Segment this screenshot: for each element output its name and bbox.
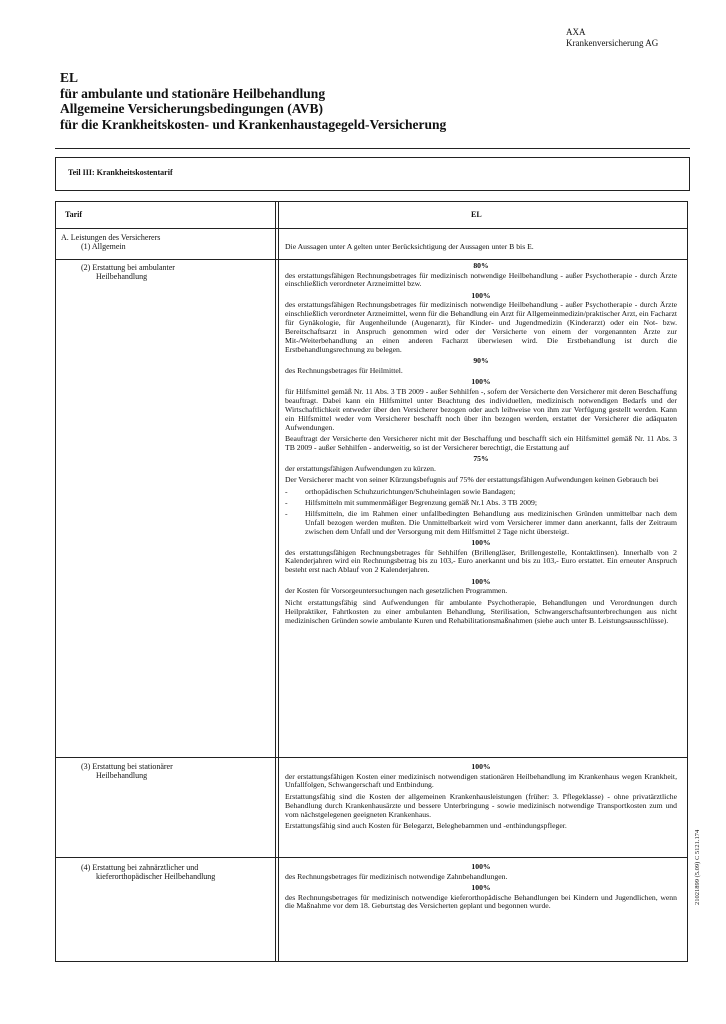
company-line-1: AXA: [566, 27, 586, 37]
section-a-label: [61, 233, 160, 252]
list-item-text: Hilfsmitteln mit summenmäßiger Begrenzung gemäß Nr.1 Abs. 3 TB 2009;: [305, 498, 537, 508]
row3-content: [285, 763, 677, 834]
row4-label: [81, 863, 215, 882]
row-divider: [56, 259, 687, 260]
document-title: [60, 70, 446, 132]
list-item: - Hilfsmitteln mit summenmäßiger Begrenzung gemäß Nr.1 Abs. 3 TB 2009;: [285, 498, 537, 508]
row1-text: Die Aussagen unter A gelten unter Berücksichtigung der Aussagen unter B bis E.: [285, 242, 534, 251]
paragraph: des Rechnungsbetrages für medizinisch notwendige Zahnbehandlungen.: [285, 871, 508, 881]
paragraph: des erstattungsfähigen Rechnungsbetrages für medizinisch notwendige Heilbehandlung - außer Psychotherapie - durch Ärzte einschließlich verordneter Arzneimittel, wenn für die Behandlung ein Arzt für Allgemeinmedizin/praktischer Arzt, ein Facharzt für Gynäkologie, für Augenheilunde (Augenarzt), für Kinder- und Jugendmedizin (Kinderarzt) oder ein Not- bzw. Bereitschaftsarzt in Anspruch genommen wird oder der Versicherte von einem der vorgenannten Ärzte zur Mit-/Weiterbehandlung an einen anderen Facharzt überwiesen wird. Die Erstbehandlung ist durch die Erstbehandlungsrechnung zu belegen.: [285, 300, 677, 354]
row1-label: (1) Allgemein: [81, 242, 126, 252]
list-item-text: orthopädischen Schuhzurichtungen/Schuheinlagen sowie Bandagen;: [305, 486, 516, 496]
title-line-4: für die Krankheitskosten- und Krankenhaustagegeld-Versicherung: [60, 116, 447, 132]
paragraph: der erstattungsfähigen Kosten einer medizinisch notwendigen stationären Heilbehandlung im Krankenhaus wegen Krankheit, Unfallfolgen, Schwangerschaft und Entbindung.: [285, 771, 677, 790]
row2-label-line-2: Heilbehandlung: [96, 272, 148, 282]
tariff-table: [55, 201, 688, 962]
percentage: 100%: [471, 538, 491, 548]
title-line-1: EL: [60, 70, 79, 85]
paragraph: des Rechnungsbetrages für Heilmittel.: [285, 365, 403, 375]
paragraph: des Rechnungsbetrages für medizinisch notwendige kieferorthopädische Behandlungen bei Kindern und Jugendlichen, wenn die Maßnahme vor dem 18. Geburtstag des Versicherten geplant und begonnen wurde.: [285, 892, 677, 911]
paragraph: des erstattungsfähigen Rechnungsbetrages für medizinisch notwendige Heilbehandlung - außer Psychotherapie - durch Ärzte einschließlich verordneter Arzneimittel bzw.: [285, 270, 677, 289]
paragraph: für Hilfsmittel gemäß Nr. 11 Abs. 3 TB 2009 - außer Sehhilfen -, sofern der Versicherte den Versicherer mit deren Beschaffung beauftragt. Dabei kann ein Hilfsmittel unter Beachtung des individuellen, medizinisch notwendigen Bedarfs und der Wirtschaftlichkeit entweder über den Versicherer bezogen oder auch leihweise von ihm zur Verfügung gestellt werden. Kann ein Hilfsmittel weder vom Versicherer beschafft noch über ihn bezogen werden, erstattet der Versicherer die adäquaten Aufwendungen.: [285, 386, 677, 432]
list-item: - Hilfsmitteln, die im Rahmen einer unfallbedingten Behandlung aus medizinischen Gründen unmittelbar nach dem Unfall bezogen werden mußten. Die Unmittelbarkeit wird vom Versicherer immer dann anerkannt, falls der Zeitraum zwischen dem Unfall und der Versorgung mit dem Hilfsmittel 2 Tage nicht übersteigt.: [285, 509, 677, 536]
list-item-text: Hilfsmitteln, die im Rahmen einer unfallbedingten Behandlung aus medizinischen Gründen unmittelbar nach dem Unfall bezogen werden mußten. Die Unmittelbarkeit wird vom Versicherer immer dann anerkannt, falls der Zeitraum zwischen dem Unfall und der Versorgung mit dem Hilfsmittel 2 Tage nicht übersteigt.: [305, 509, 677, 536]
percentage: 90%: [473, 356, 489, 366]
section-a-title: A. Leistungen des Versicherers: [61, 233, 161, 242]
percentage: 100%: [471, 576, 491, 586]
row1-content: [285, 243, 677, 255]
company-name: [566, 27, 658, 49]
row2-label-line-1: (2) Erstattung bei ambulanter: [81, 263, 175, 272]
company-line-2: Krankenversicherung AG: [566, 38, 659, 48]
part-label: Teil III: Krankheitskostentarif: [68, 168, 173, 177]
row2-label: [81, 263, 175, 282]
paragraph: Der Versicherer macht von seiner Kürzungsbefugnis auf 75% der erstattungsfähigen Aufwendungen keinen Gebrauch bei: [285, 475, 659, 485]
title-divider: [55, 148, 690, 149]
col-header-el: EL: [471, 210, 482, 219]
row-divider: [56, 857, 687, 858]
row4-label-line-2: kieferorthopädischer Heilbehandlung: [96, 872, 216, 882]
percentage: 75%: [473, 454, 489, 464]
column-divider: [275, 202, 276, 961]
row4-content: [285, 863, 677, 914]
title-line-2: für ambulante und stationäre Heilbehandlung: [60, 85, 326, 101]
row3-label-line-1: (3) Erstattung bei stationärer: [81, 762, 173, 771]
paragraph: Erstattungsfähig sind die Kosten der allgemeinen Krankenhausleistungen (früher: 3. Pflegeklasse) - ohne privatärztliche Behandlung durch Krankenhausärzte und bessere Unterbringung - sowie medizinisch notwendige Transportkosten zum und vom nächstgelegenen geeigneten Krankenhaus.: [285, 791, 677, 819]
paragraph: der Kosten für Vorsorgeuntersuchungen nach gesetzlichen Programmen.: [285, 586, 508, 596]
percentage: 100%: [471, 377, 491, 387]
paragraph: des erstattungsfähigen Rechnungsbetrages für Sehhilfen (Brillengläser, Brillengestelle, Kontaktlinsen). Innerhalb von 2 Kalenderjahren wird ein Rechnungsbetrag bis zu 103,- Euro anerkannt und bis zu 103,- Euro erstattet. Ein erneuter Anspruch besteht erst nach Ablauf von 2 Kalenderjahren.: [285, 547, 677, 575]
part-box: [55, 157, 690, 191]
paragraph: der erstattungsfähigen Aufwendungen zu kürzen.: [285, 463, 436, 473]
percentage: 100%: [471, 762, 491, 771]
paragraph: Erstattungsfähig sind auch Kosten für Belegarzt, Beleghebammen und -enthindungspfleger.: [285, 821, 567, 831]
row3-label-line-2: Heilbehandlung: [96, 771, 148, 781]
title-line-3: Allgemeine Versicherungsbedingungen (AVB): [60, 101, 324, 116]
paragraph: Nicht erstattungsfähig sind Aufwendungen für ambulante Psychotherapie, Behandlungen und Verordnungen durch Heilpraktiker, Fahrtkosten zu einer ambulanten Behandlung, Sterilisation, Schwangerschaftsunterbrechungen aus nicht medizinischen Gründen sowie ambulante Kuren und Rehabilitationsmaßnahmen (siehe auch unter B. Leistungsausschlüsse).: [285, 597, 677, 625]
list-item: - orthopädischen Schuhzurichtungen/Schuheinlagen sowie Bandagen;: [285, 486, 516, 496]
percentage: 100%: [471, 862, 491, 871]
paragraph: Beauftragt der Versicherte den Versicherer nicht mit der Beschaffung und beschafft sich ein Hilfsmittel gemäß Nr. 11 Abs. 3 TB 2009 - außer Sehhilfen - anderweitig, so ist der Versicherer berechtigt, die Erstattung auf: [285, 434, 677, 452]
column-divider-inner: [278, 202, 279, 961]
table-header: [56, 202, 687, 229]
col-header-tarif: Tarif: [65, 210, 83, 219]
row2-content: [285, 262, 677, 628]
row3-label: [81, 762, 173, 781]
percentage: 100%: [471, 883, 491, 892]
side-form-code: 21021899 (5.09) C 5121.174: [694, 829, 701, 905]
percentage: 100%: [471, 290, 491, 300]
row-divider: [56, 757, 687, 758]
percentage: 80%: [473, 261, 489, 270]
row4-label-line-1: (4) Erstattung bei zahnärztlicher und: [81, 863, 199, 872]
